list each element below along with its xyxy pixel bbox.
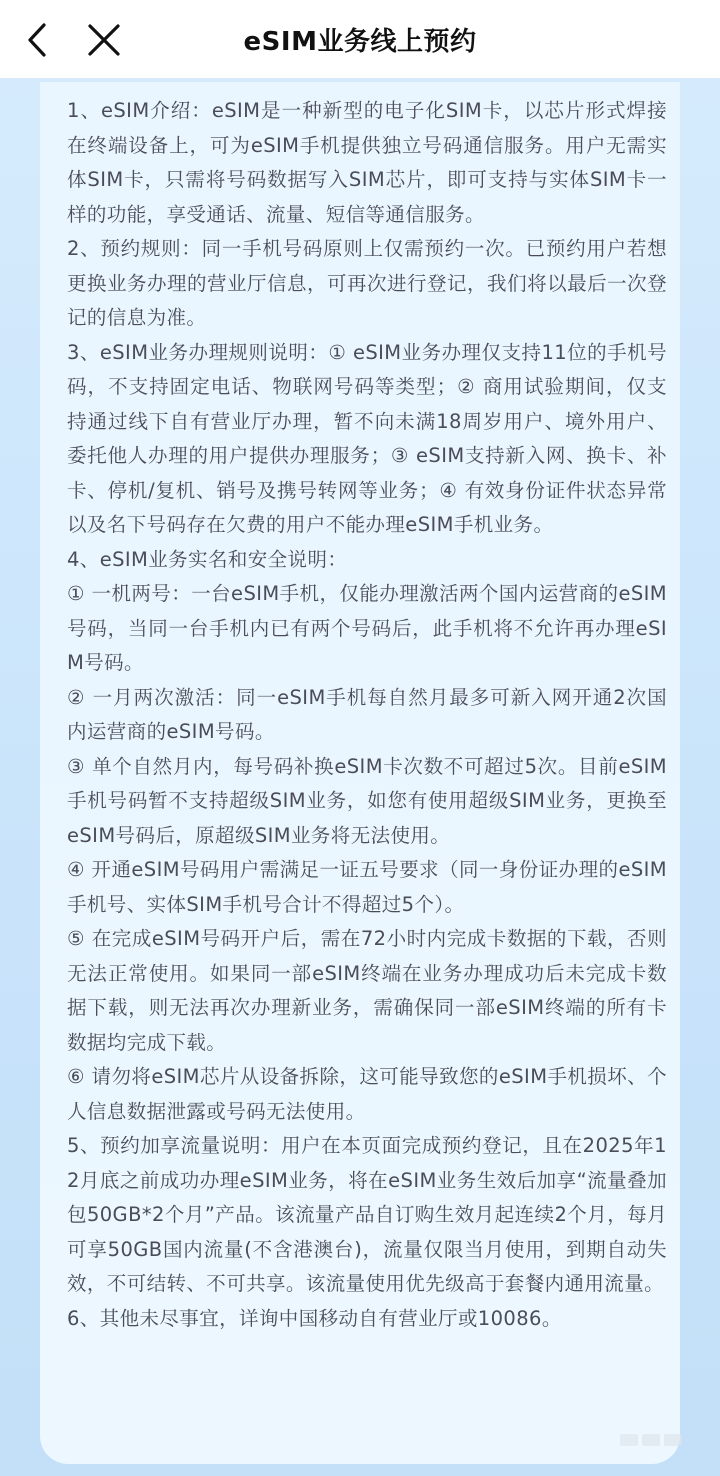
- security-item-3: ③ 单个自然月内，每号码补换eSIM卡次数不可超过5次。目前eSIM手机号码暂不支持超级SIM业务，如您有使用超级SIM业务，更换至eSIM号码后，原超级SIM业务将无法使用。: [67, 754, 667, 847]
- watermark-block: [620, 1434, 638, 1446]
- back-button[interactable]: [16, 18, 60, 62]
- security-item-4: ④ 开通eSIM号码用户需满足一证五号要求（同一身份证办理的eSIM手机号、实体SIM手机号合计不得超过5个）。: [67, 858, 667, 916]
- security-item-1: ① 一机两号：一台eSIM手机，仅能办理激活两个国内运营商的eSIM号码，当同一台手机内已有两个号码后，此手机将不允许再办理eSIM号码。: [67, 582, 667, 674]
- section-bonus-data: 5、预约加享流量说明：用户在本页面完成预约登记，且在2025年12月底之前成功办理eSIM业务，将在eSIM业务生效后加享“流量叠加包50GB*2个月”产品。该流量产品自订购生效月起连续2个月，每月可享50GB国内流量(不含港澳台)，流量仅限当月使用，到期自动失效，不可结转、不可共享。该流量使用优先级高于套餐内通用流量。: [67, 1134, 667, 1295]
- nav-bar: [0, 0, 720, 78]
- watermark-block: [664, 1434, 682, 1446]
- section-other-matters: 6、其他未尽事宜，详询中国移动自有营业厅或10086。: [67, 1306, 562, 1330]
- security-item-5: ⑤ 在完成eSIM号码开户后，需在72小时内完成卡数据的下载，否则无法正常使用。如果同一部eSIM终端在业务办理成功后未完成卡数据下载，则无法再次办理新业务，需确保同一部eSIM终端的所有卡数据均完成下载。: [67, 927, 667, 1054]
- chevron-left-icon: [24, 22, 52, 58]
- section-security-heading: 4、eSIM业务实名和安全说明：: [67, 547, 348, 571]
- watermark-block: [642, 1434, 660, 1446]
- section-esim-intro: 1、eSIM介绍：eSIM是一种新型的电子化SIM卡，以芯片形式焊接在终端设备上，可为eSIM手机提供独立号码通信服务。用户无需实体SIM卡，只需将号码数据写入SIM芯片，即可支持与实体SIM卡一样的功能，享受通话、流量、短信等通信服务。: [67, 99, 667, 226]
- security-item-6: ⑥ 请勿将eSIM芯片从设备拆除，这可能导致您的eSIM手机损坏、个人信息数据泄露或号码无法使用。: [67, 1065, 667, 1123]
- close-button[interactable]: [82, 18, 126, 62]
- close-icon: [87, 23, 121, 57]
- section-handling-rules: 3、eSIM业务办理规则说明：① eSIM业务办理仅支持11位的手机号码，不支持固定电话、物联网号码等类型；② 商用试验期间，仅支持通过线下自有营业厅办理，暂不向未满18周岁用户、境外用户、委托他人办理的用户提供办理服务；③ eSIM支持新入网、换卡、补卡、停机/复机、销号及携号转网等业务；④ 有效身份证件状态异常以及名下号码存在欠费的用户不能办理eSIM手机业务。: [67, 340, 667, 536]
- section-booking-rules: 2、预约规则：同一手机号码原则上仅需预约一次。已预约用户若想更换业务办理的营业厅信息，可再次进行登记，我们将以最后一次登记的信息为准。: [67, 237, 667, 329]
- watermark: [620, 1434, 682, 1446]
- security-item-2: ② 一月两次激活：同一eSIM手机每自然月最多可新入网开通2次国内运营商的eSIM号码。: [67, 685, 667, 743]
- page-title: eSIM业务线上预约: [243, 26, 477, 57]
- notice-text[interactable]: [67, 94, 667, 1336]
